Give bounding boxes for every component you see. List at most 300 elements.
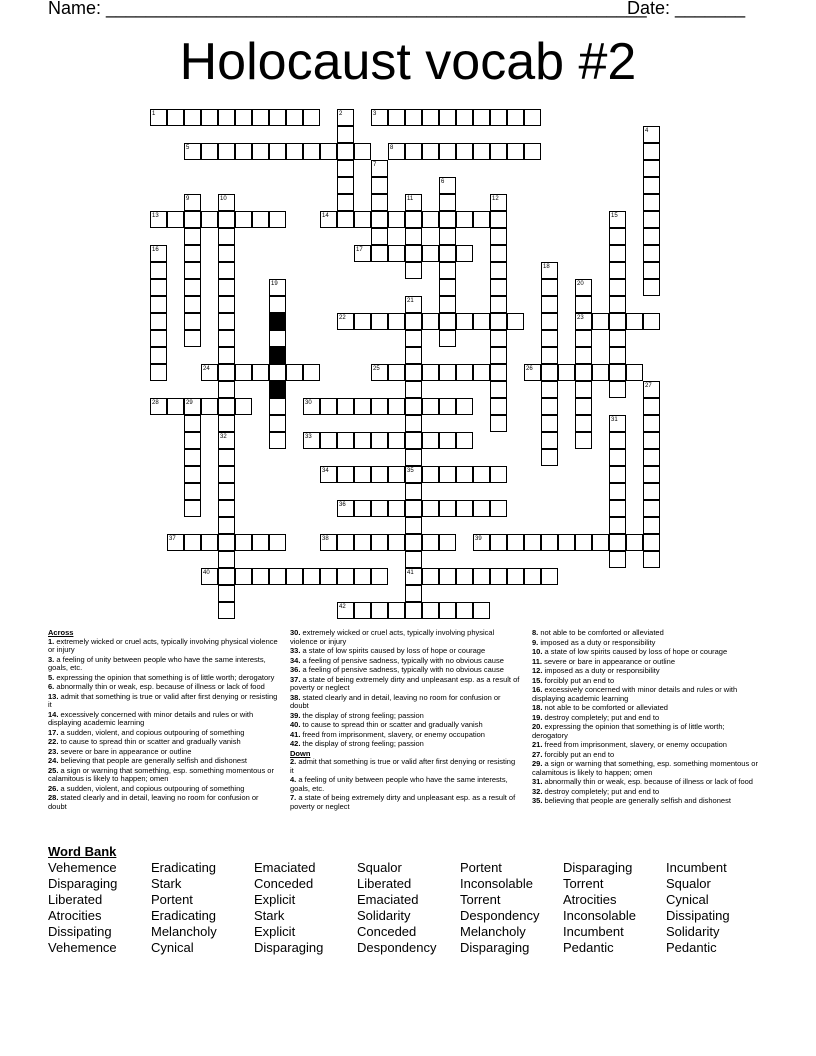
grid-cell[interactable] bbox=[643, 500, 660, 517]
grid-cell[interactable] bbox=[405, 313, 422, 330]
grid-cell[interactable] bbox=[456, 466, 473, 483]
grid-cell[interactable] bbox=[643, 177, 660, 194]
grid-cell[interactable] bbox=[422, 534, 439, 551]
grid-cell[interactable] bbox=[405, 347, 422, 364]
grid-cell[interactable] bbox=[337, 177, 354, 194]
grid-cell[interactable] bbox=[490, 568, 507, 585]
grid-cell[interactable] bbox=[337, 432, 354, 449]
grid-cell[interactable] bbox=[490, 296, 507, 313]
grid-cell[interactable] bbox=[439, 143, 456, 160]
grid-cell[interactable] bbox=[218, 347, 235, 364]
grid-cell[interactable] bbox=[201, 568, 218, 585]
grid-cell[interactable] bbox=[218, 296, 235, 313]
grid-cell[interactable] bbox=[643, 517, 660, 534]
grid-cell[interactable] bbox=[575, 534, 592, 551]
grid-cell[interactable] bbox=[269, 398, 286, 415]
grid-cell[interactable] bbox=[439, 466, 456, 483]
grid-cell[interactable] bbox=[218, 534, 235, 551]
grid-cell[interactable] bbox=[303, 143, 320, 160]
grid-cell[interactable] bbox=[609, 517, 626, 534]
grid-cell[interactable] bbox=[592, 313, 609, 330]
grid-cell[interactable] bbox=[541, 534, 558, 551]
grid-cell[interactable] bbox=[575, 330, 592, 347]
grid-cell[interactable] bbox=[592, 364, 609, 381]
grid-cell[interactable] bbox=[490, 330, 507, 347]
grid-cell[interactable] bbox=[643, 432, 660, 449]
grid-cell[interactable] bbox=[422, 313, 439, 330]
grid-cell[interactable] bbox=[609, 347, 626, 364]
grid-cell[interactable] bbox=[388, 313, 405, 330]
grid-cell[interactable] bbox=[473, 109, 490, 126]
grid-cell[interactable] bbox=[235, 534, 252, 551]
grid-cell[interactable] bbox=[609, 483, 626, 500]
grid-cell[interactable] bbox=[371, 228, 388, 245]
grid-cell[interactable] bbox=[371, 177, 388, 194]
grid-cell[interactable] bbox=[609, 228, 626, 245]
grid-cell[interactable] bbox=[609, 245, 626, 262]
grid-cell[interactable] bbox=[320, 143, 337, 160]
grid-cell[interactable] bbox=[150, 364, 167, 381]
grid-cell[interactable] bbox=[337, 126, 354, 143]
grid-cell[interactable] bbox=[218, 415, 235, 432]
grid-cell[interactable] bbox=[439, 313, 456, 330]
grid-cell[interactable] bbox=[541, 568, 558, 585]
grid-cell[interactable] bbox=[575, 398, 592, 415]
grid-cell[interactable] bbox=[473, 568, 490, 585]
grid-cell[interactable] bbox=[490, 194, 507, 211]
grid-cell[interactable] bbox=[218, 194, 235, 211]
grid-cell[interactable] bbox=[150, 330, 167, 347]
grid-cell[interactable] bbox=[643, 551, 660, 568]
grid-cell[interactable] bbox=[201, 364, 218, 381]
grid-cell[interactable] bbox=[218, 568, 235, 585]
grid-cell[interactable] bbox=[456, 432, 473, 449]
grid-cell[interactable] bbox=[609, 330, 626, 347]
grid-cell[interactable] bbox=[558, 364, 575, 381]
grid-cell[interactable] bbox=[320, 398, 337, 415]
grid-cell[interactable] bbox=[371, 500, 388, 517]
grid-cell[interactable] bbox=[422, 432, 439, 449]
grid-cell[interactable] bbox=[184, 534, 201, 551]
grid-cell[interactable] bbox=[218, 602, 235, 619]
grid-cell[interactable] bbox=[388, 602, 405, 619]
grid-cell[interactable] bbox=[422, 211, 439, 228]
grid-cell[interactable] bbox=[456, 211, 473, 228]
grid-cell[interactable] bbox=[218, 398, 235, 415]
grid-cell[interactable] bbox=[167, 398, 184, 415]
grid-cell[interactable] bbox=[184, 228, 201, 245]
grid-cell[interactable] bbox=[422, 568, 439, 585]
grid-cell[interactable] bbox=[524, 568, 541, 585]
grid-cell[interactable] bbox=[490, 279, 507, 296]
grid-cell[interactable] bbox=[337, 160, 354, 177]
grid-cell[interactable] bbox=[354, 143, 371, 160]
grid-cell[interactable] bbox=[337, 313, 354, 330]
grid-cell[interactable] bbox=[575, 432, 592, 449]
grid-cell[interactable] bbox=[286, 364, 303, 381]
grid-cell[interactable] bbox=[490, 228, 507, 245]
grid-cell[interactable] bbox=[643, 279, 660, 296]
grid-cell[interactable] bbox=[184, 262, 201, 279]
grid-cell[interactable] bbox=[150, 211, 167, 228]
grid-cell[interactable] bbox=[388, 398, 405, 415]
grid-cell[interactable] bbox=[252, 568, 269, 585]
grid-cell[interactable] bbox=[388, 364, 405, 381]
grid-cell[interactable] bbox=[320, 534, 337, 551]
grid-cell[interactable] bbox=[524, 143, 541, 160]
grid-cell[interactable] bbox=[643, 483, 660, 500]
grid-cell[interactable] bbox=[337, 602, 354, 619]
grid-cell[interactable] bbox=[490, 262, 507, 279]
grid-cell[interactable] bbox=[354, 398, 371, 415]
grid-cell[interactable] bbox=[235, 398, 252, 415]
grid-cell[interactable] bbox=[167, 109, 184, 126]
grid-cell[interactable] bbox=[643, 534, 660, 551]
grid-cell[interactable] bbox=[643, 313, 660, 330]
grid-cell[interactable] bbox=[507, 534, 524, 551]
grid-cell[interactable] bbox=[456, 313, 473, 330]
grid-cell[interactable] bbox=[150, 245, 167, 262]
grid-cell[interactable] bbox=[235, 109, 252, 126]
grid-cell[interactable] bbox=[184, 313, 201, 330]
grid-cell[interactable] bbox=[439, 568, 456, 585]
grid-cell[interactable] bbox=[405, 466, 422, 483]
grid-cell[interactable] bbox=[184, 432, 201, 449]
grid-cell[interactable] bbox=[609, 211, 626, 228]
grid-cell[interactable] bbox=[490, 109, 507, 126]
grid-cell[interactable] bbox=[541, 449, 558, 466]
grid-cell[interactable] bbox=[218, 449, 235, 466]
grid-cell[interactable] bbox=[354, 568, 371, 585]
grid-cell[interactable] bbox=[218, 364, 235, 381]
grid-cell[interactable] bbox=[643, 262, 660, 279]
grid-cell[interactable] bbox=[388, 534, 405, 551]
grid-cell[interactable] bbox=[609, 534, 626, 551]
grid-cell[interactable] bbox=[643, 160, 660, 177]
grid-cell[interactable] bbox=[337, 500, 354, 517]
grid-cell[interactable] bbox=[184, 143, 201, 160]
grid-cell[interactable] bbox=[405, 534, 422, 551]
grid-cell[interactable] bbox=[456, 398, 473, 415]
grid-cell[interactable] bbox=[422, 466, 439, 483]
grid-cell[interactable] bbox=[218, 330, 235, 347]
grid-cell[interactable] bbox=[643, 466, 660, 483]
grid-cell[interactable] bbox=[524, 109, 541, 126]
grid-cell[interactable] bbox=[439, 279, 456, 296]
grid-cell[interactable] bbox=[643, 194, 660, 211]
grid-cell[interactable] bbox=[507, 109, 524, 126]
grid-cell[interactable] bbox=[320, 466, 337, 483]
grid-cell[interactable] bbox=[388, 432, 405, 449]
grid-cell[interactable] bbox=[184, 279, 201, 296]
grid-cell[interactable] bbox=[609, 415, 626, 432]
grid-cell[interactable] bbox=[439, 194, 456, 211]
grid-cell[interactable] bbox=[252, 109, 269, 126]
grid-cell[interactable] bbox=[439, 330, 456, 347]
grid-cell[interactable] bbox=[405, 432, 422, 449]
grid-cell[interactable] bbox=[337, 466, 354, 483]
grid-cell[interactable] bbox=[388, 143, 405, 160]
grid-cell[interactable] bbox=[337, 143, 354, 160]
grid-cell[interactable] bbox=[405, 483, 422, 500]
grid-cell[interactable] bbox=[643, 398, 660, 415]
grid-cell[interactable] bbox=[184, 109, 201, 126]
grid-cell[interactable] bbox=[405, 364, 422, 381]
grid-cell[interactable] bbox=[524, 364, 541, 381]
grid-cell[interactable] bbox=[439, 245, 456, 262]
grid-cell[interactable] bbox=[269, 296, 286, 313]
grid-cell[interactable] bbox=[609, 313, 626, 330]
grid-cell[interactable] bbox=[201, 211, 218, 228]
grid-cell[interactable] bbox=[150, 398, 167, 415]
grid-cell[interactable] bbox=[405, 143, 422, 160]
grid-cell[interactable] bbox=[150, 279, 167, 296]
grid-cell[interactable] bbox=[473, 500, 490, 517]
grid-cell[interactable] bbox=[337, 568, 354, 585]
grid-cell[interactable] bbox=[371, 245, 388, 262]
grid-cell[interactable] bbox=[626, 313, 643, 330]
grid-cell[interactable] bbox=[405, 194, 422, 211]
grid-cell[interactable] bbox=[422, 143, 439, 160]
grid-cell[interactable] bbox=[405, 228, 422, 245]
grid-cell[interactable] bbox=[337, 194, 354, 211]
grid-cell[interactable] bbox=[337, 534, 354, 551]
grid-cell[interactable] bbox=[575, 347, 592, 364]
grid-cell[interactable] bbox=[643, 143, 660, 160]
grid-cell[interactable] bbox=[541, 330, 558, 347]
grid-cell[interactable] bbox=[354, 534, 371, 551]
grid-cell[interactable] bbox=[456, 500, 473, 517]
grid-cell[interactable] bbox=[643, 126, 660, 143]
grid-cell[interactable] bbox=[218, 432, 235, 449]
grid-cell[interactable] bbox=[252, 534, 269, 551]
grid-cell[interactable] bbox=[218, 143, 235, 160]
grid-cell[interactable] bbox=[218, 517, 235, 534]
grid-cell[interactable] bbox=[439, 296, 456, 313]
grid-cell[interactable] bbox=[371, 313, 388, 330]
grid-cell[interactable] bbox=[150, 109, 167, 126]
grid-cell[interactable] bbox=[269, 211, 286, 228]
grid-cell[interactable] bbox=[388, 109, 405, 126]
grid-cell[interactable] bbox=[575, 381, 592, 398]
grid-cell[interactable] bbox=[354, 466, 371, 483]
grid-cell[interactable] bbox=[184, 483, 201, 500]
grid-cell[interactable] bbox=[490, 415, 507, 432]
grid-cell[interactable] bbox=[218, 551, 235, 568]
grid-cell[interactable] bbox=[609, 466, 626, 483]
grid-cell[interactable] bbox=[371, 211, 388, 228]
grid-cell[interactable] bbox=[439, 602, 456, 619]
grid-cell[interactable] bbox=[286, 109, 303, 126]
grid-cell[interactable] bbox=[490, 347, 507, 364]
grid-cell[interactable] bbox=[303, 568, 320, 585]
grid-cell[interactable] bbox=[643, 228, 660, 245]
grid-cell[interactable] bbox=[201, 398, 218, 415]
grid-cell[interactable] bbox=[490, 211, 507, 228]
grid-cell[interactable] bbox=[422, 602, 439, 619]
grid-cell[interactable] bbox=[184, 296, 201, 313]
grid-cell[interactable] bbox=[269, 109, 286, 126]
grid-cell[interactable] bbox=[201, 534, 218, 551]
grid-cell[interactable] bbox=[184, 398, 201, 415]
grid-cell[interactable] bbox=[575, 313, 592, 330]
grid-cell[interactable] bbox=[405, 245, 422, 262]
grid-cell[interactable] bbox=[473, 466, 490, 483]
grid-cell[interactable] bbox=[473, 602, 490, 619]
grid-cell[interactable] bbox=[626, 364, 643, 381]
grid-cell[interactable] bbox=[354, 313, 371, 330]
grid-cell[interactable] bbox=[524, 534, 541, 551]
grid-cell[interactable] bbox=[354, 211, 371, 228]
grid-cell[interactable] bbox=[609, 449, 626, 466]
grid-cell[interactable] bbox=[609, 500, 626, 517]
grid-cell[interactable] bbox=[541, 398, 558, 415]
grid-cell[interactable] bbox=[456, 109, 473, 126]
grid-cell[interactable] bbox=[252, 143, 269, 160]
grid-cell[interactable] bbox=[218, 211, 235, 228]
grid-cell[interactable] bbox=[456, 568, 473, 585]
grid-cell[interactable] bbox=[609, 364, 626, 381]
grid-cell[interactable] bbox=[643, 415, 660, 432]
grid-cell[interactable] bbox=[303, 398, 320, 415]
grid-cell[interactable] bbox=[201, 109, 218, 126]
grid-cell[interactable] bbox=[218, 381, 235, 398]
grid-cell[interactable] bbox=[490, 364, 507, 381]
grid-cell[interactable] bbox=[405, 551, 422, 568]
grid-cell[interactable] bbox=[439, 432, 456, 449]
grid-cell[interactable] bbox=[218, 262, 235, 279]
grid-cell[interactable] bbox=[218, 500, 235, 517]
grid-cell[interactable] bbox=[371, 466, 388, 483]
grid-cell[interactable] bbox=[184, 245, 201, 262]
grid-cell[interactable] bbox=[439, 228, 456, 245]
grid-cell[interactable] bbox=[405, 296, 422, 313]
grid-cell[interactable] bbox=[490, 500, 507, 517]
grid-cell[interactable] bbox=[269, 330, 286, 347]
grid-cell[interactable] bbox=[320, 568, 337, 585]
grid-cell[interactable] bbox=[218, 313, 235, 330]
grid-cell[interactable] bbox=[507, 143, 524, 160]
grid-cell[interactable] bbox=[371, 534, 388, 551]
grid-cell[interactable] bbox=[490, 466, 507, 483]
grid-cell[interactable] bbox=[490, 143, 507, 160]
grid-cell[interactable] bbox=[184, 449, 201, 466]
grid-cell[interactable] bbox=[269, 568, 286, 585]
grid-cell[interactable] bbox=[286, 568, 303, 585]
grid-cell[interactable] bbox=[592, 534, 609, 551]
grid-cell[interactable] bbox=[218, 466, 235, 483]
grid-cell[interactable] bbox=[609, 296, 626, 313]
grid-cell[interactable] bbox=[252, 211, 269, 228]
grid-cell[interactable] bbox=[235, 211, 252, 228]
grid-cell[interactable] bbox=[303, 109, 320, 126]
grid-cell[interactable] bbox=[303, 364, 320, 381]
grid-cell[interactable] bbox=[507, 568, 524, 585]
grid-cell[interactable] bbox=[541, 279, 558, 296]
grid-cell[interactable] bbox=[388, 245, 405, 262]
grid-cell[interactable] bbox=[354, 500, 371, 517]
grid-cell[interactable] bbox=[609, 432, 626, 449]
grid-cell[interactable] bbox=[269, 415, 286, 432]
grid-cell[interactable] bbox=[371, 160, 388, 177]
grid-cell[interactable] bbox=[388, 500, 405, 517]
grid-cell[interactable] bbox=[337, 211, 354, 228]
grid-cell[interactable] bbox=[405, 398, 422, 415]
grid-cell[interactable] bbox=[269, 364, 286, 381]
grid-cell[interactable] bbox=[422, 109, 439, 126]
grid-cell[interactable] bbox=[371, 109, 388, 126]
grid-cell[interactable] bbox=[422, 364, 439, 381]
grid-cell[interactable] bbox=[439, 262, 456, 279]
grid-cell[interactable] bbox=[473, 143, 490, 160]
grid-cell[interactable] bbox=[473, 364, 490, 381]
grid-cell[interactable] bbox=[439, 211, 456, 228]
grid-cell[interactable] bbox=[541, 313, 558, 330]
grid-cell[interactable] bbox=[405, 330, 422, 347]
grid-cell[interactable] bbox=[643, 211, 660, 228]
grid-cell[interactable] bbox=[405, 415, 422, 432]
grid-cell[interactable] bbox=[218, 228, 235, 245]
grid-cell[interactable] bbox=[541, 364, 558, 381]
grid-cell[interactable] bbox=[405, 568, 422, 585]
grid-cell[interactable] bbox=[490, 245, 507, 262]
grid-cell[interactable] bbox=[490, 534, 507, 551]
grid-cell[interactable] bbox=[235, 143, 252, 160]
grid-cell[interactable] bbox=[371, 194, 388, 211]
grid-cell[interactable] bbox=[541, 262, 558, 279]
grid-cell[interactable] bbox=[405, 602, 422, 619]
grid-cell[interactable] bbox=[252, 364, 269, 381]
grid-cell[interactable] bbox=[354, 245, 371, 262]
grid-cell[interactable] bbox=[456, 245, 473, 262]
grid-cell[interactable] bbox=[575, 296, 592, 313]
grid-cell[interactable] bbox=[490, 398, 507, 415]
grid-cell[interactable] bbox=[218, 245, 235, 262]
grid-cell[interactable] bbox=[558, 534, 575, 551]
grid-cell[interactable] bbox=[371, 568, 388, 585]
grid-cell[interactable] bbox=[575, 364, 592, 381]
grid-cell[interactable] bbox=[422, 398, 439, 415]
grid-cell[interactable] bbox=[626, 534, 643, 551]
grid-cell[interactable] bbox=[337, 109, 354, 126]
grid-cell[interactable] bbox=[218, 109, 235, 126]
grid-cell[interactable] bbox=[167, 534, 184, 551]
grid-cell[interactable] bbox=[575, 279, 592, 296]
grid-cell[interactable] bbox=[541, 347, 558, 364]
grid-cell[interactable] bbox=[439, 364, 456, 381]
grid-cell[interactable] bbox=[473, 534, 490, 551]
grid-cell[interactable] bbox=[439, 500, 456, 517]
grid-cell[interactable] bbox=[184, 466, 201, 483]
grid-cell[interactable] bbox=[303, 432, 320, 449]
grid-cell[interactable] bbox=[354, 432, 371, 449]
grid-cell[interactable] bbox=[422, 245, 439, 262]
grid-cell[interactable] bbox=[388, 211, 405, 228]
grid-cell[interactable] bbox=[575, 415, 592, 432]
grid-cell[interactable] bbox=[609, 551, 626, 568]
grid-cell[interactable] bbox=[473, 313, 490, 330]
grid-cell[interactable] bbox=[218, 279, 235, 296]
grid-cell[interactable] bbox=[184, 194, 201, 211]
grid-cell[interactable] bbox=[405, 585, 422, 602]
grid-cell[interactable] bbox=[609, 381, 626, 398]
grid-cell[interactable] bbox=[388, 466, 405, 483]
grid-cell[interactable] bbox=[184, 330, 201, 347]
grid-cell[interactable] bbox=[609, 279, 626, 296]
grid-cell[interactable] bbox=[371, 602, 388, 619]
grid-cell[interactable] bbox=[405, 500, 422, 517]
grid-cell[interactable] bbox=[541, 381, 558, 398]
